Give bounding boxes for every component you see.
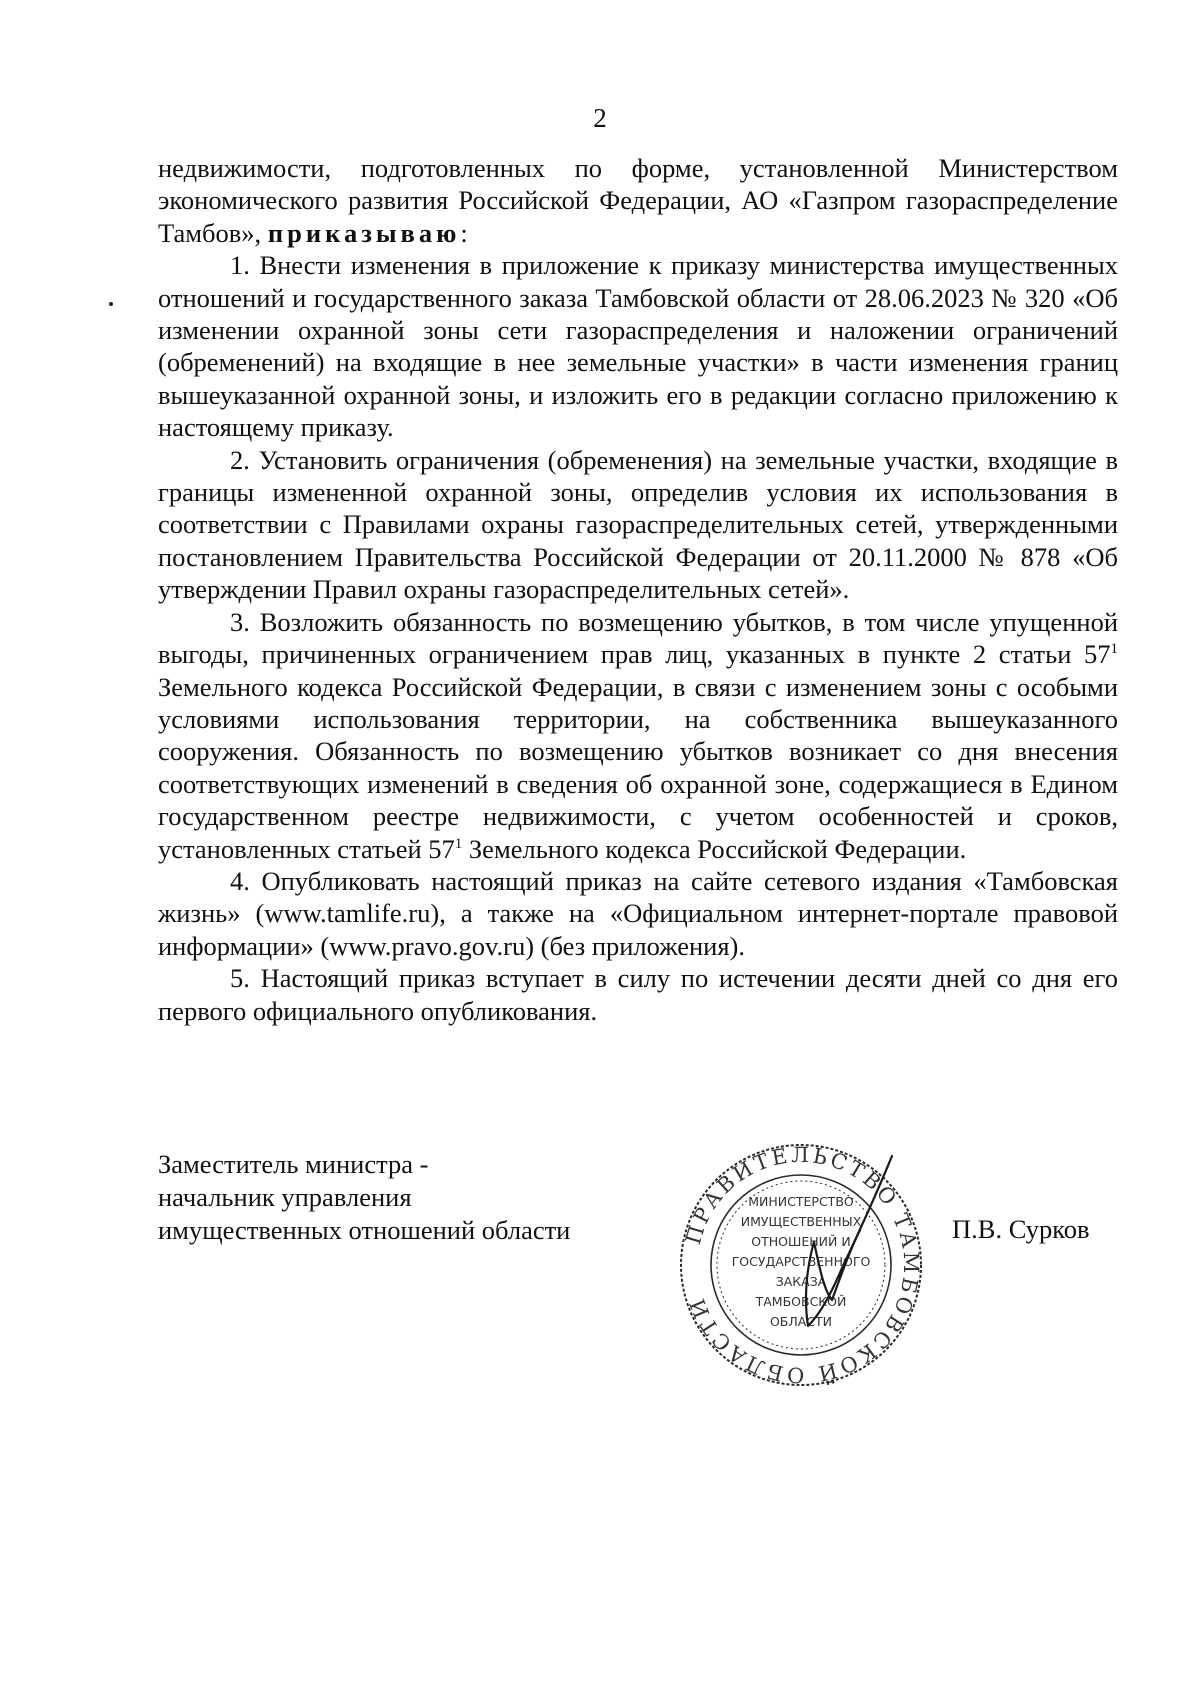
- order-word: приказываю: [267, 217, 461, 248]
- intro-colon: :: [460, 217, 468, 248]
- intro-text: недвижимости, подготовленных по форме, установленной Министерством экономического развития Российской Федерации, АО «Газпром газораспределение Тамбов»,: [158, 153, 1118, 248]
- seal-inner-line: ГОСУДАРСТВЕННОГО: [731, 1254, 871, 1269]
- seal-inner-line: ОТНОШЕНИЙ И: [751, 1234, 851, 1249]
- seal-inner-line: ИМУЩЕСТВЕННЫХ: [740, 1214, 862, 1229]
- item-3-part2: Земельного кодекса Российской Федерации, в связи с изменением зоны с особыми условиями использования территории, на собственника вышеуказанного сооружения. Обязанность по возмещению убытков возникает со дня внесения соответствующих изменений в сведения об охранной зоне, содержащиеся в Едином государственном реестре недвижимости, с учетом особенностей и сроков, установленных статьей 57: [158, 671, 1118, 864]
- intro-paragraph: [158, 152, 1118, 249]
- handwritten-signature: [780, 1150, 900, 1330]
- seal-inner-line: МИНИСТЕРСТВО: [748, 1194, 854, 1209]
- document-body: [158, 152, 1118, 1027]
- seal-inner-line: ОБЛАСТИ: [769, 1314, 833, 1329]
- superscript: 1: [454, 835, 463, 852]
- page-number: 2: [593, 103, 607, 133]
- signer-title: [158, 1148, 658, 1247]
- signer-title-line: начальник управления: [158, 1182, 412, 1212]
- signer-title-line: Заместитель министра -: [158, 1149, 429, 1179]
- seal-outer-text: ПРАВИТЕЛЬСТВО ТАМБОВСКОЙ ОБЛАСТИ: [681, 1142, 924, 1388]
- scan-speck: [109, 302, 113, 306]
- item-5: 5. Настоящий приказ вступает в силу по истечении десяти дней со дня его первого официального опубликования.: [158, 963, 1118, 1026]
- seal-inner-line: ТАМБОВСКОЙ: [755, 1294, 847, 1309]
- signer-title-line: имущественных отношений области: [158, 1215, 571, 1245]
- item-2: 2. Установить ограничения (обременения) на земельные участки, входящие в границы измененной охранной зоны, определив условия их использования в соответствии с Правилами охраны газораспределительных сетей, утвержденными постановлением Правительства Российской Федерации от 20.11.2000 № 878 «Об утверждении Правил охраны газораспределительных сетей».: [158, 444, 1118, 605]
- item-1: 1. Внести изменения в приложение к приказу министерства имущественных отношений и государственного заказа Тамбовской области от 28.06.2023 № 320 «Об изменении охранной зоны сети газораспределения и наложении ограничений (обременений) на входящие в нее земельные участки» в части изменения границ вышеуказанной охранной зоны, и изложить его в редакции согласно приложению к настоящему приказу.: [158, 250, 1118, 443]
- item-3: [158, 606, 1118, 865]
- superscript: 1: [1110, 641, 1118, 658]
- item-4: 4. Опубликовать настоящий приказ на сайте сетевого издания «Тамбовская жизнь» (www.tamlife.ru), а также на «Официальном интернет-портале правовой информации» (www.pravo.gov.ru) (без приложения).: [158, 865, 1118, 961]
- seal-inner-line: ЗАКАЗА: [775, 1274, 827, 1289]
- item-3-part3: Земельного кодекса Российской Федерации.: [462, 833, 967, 864]
- item-3-part1: 3. Возложить обязанность по возмещению убытков, в том числе упущенной выгоды, причиненных ограничением прав лиц, указанных в пункте 2 статьи 57: [158, 606, 1118, 670]
- signer-name: П.В. Сурков: [952, 1214, 1090, 1244]
